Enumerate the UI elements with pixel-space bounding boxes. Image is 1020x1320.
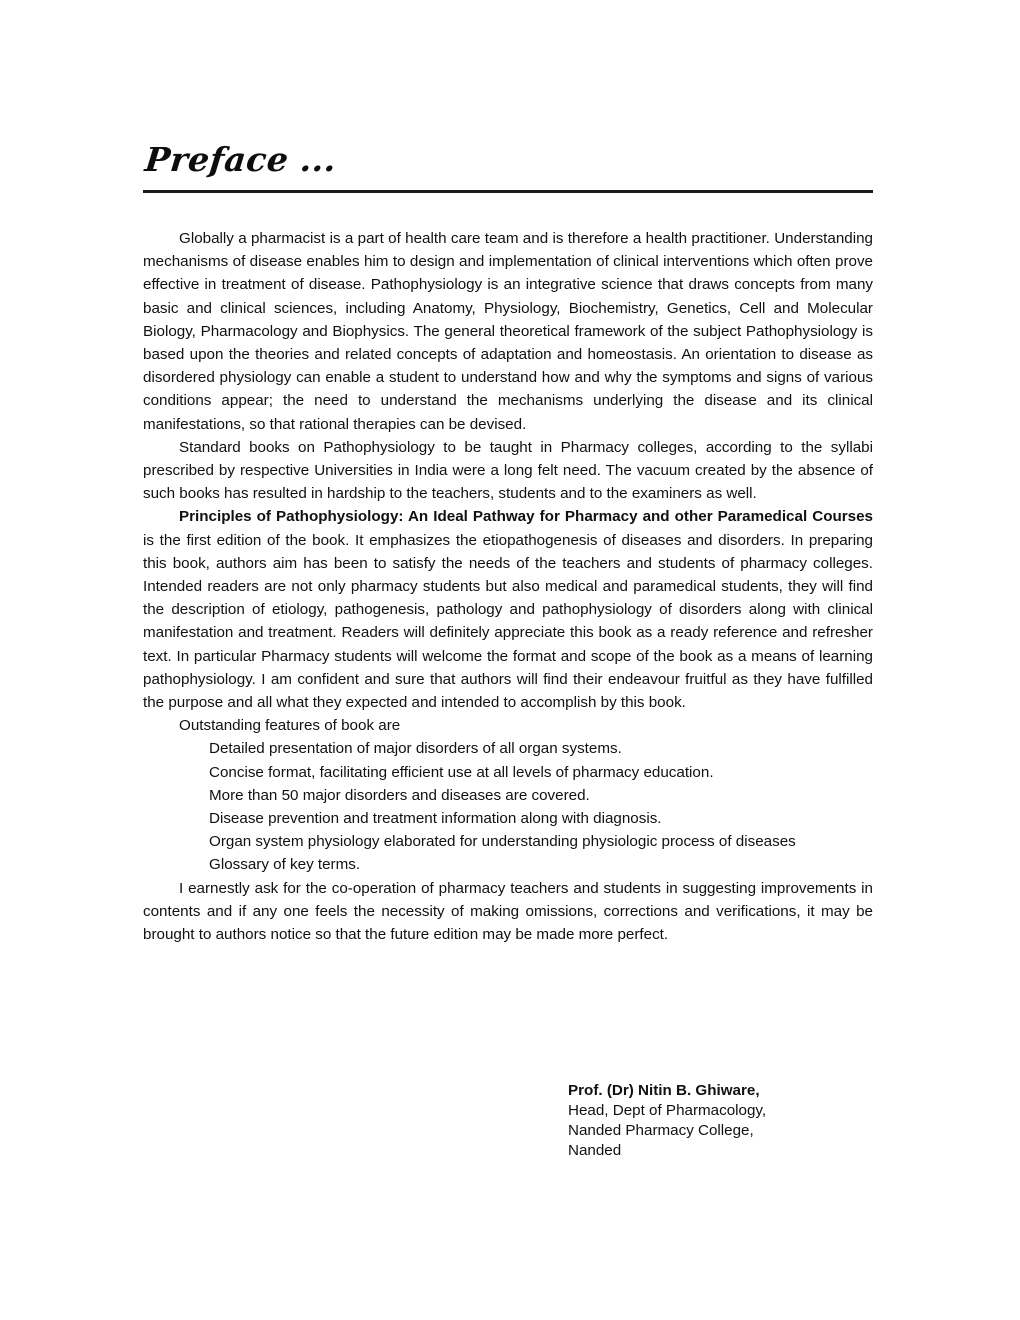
- paragraph-intro: Globally a pharmacist is a part of health care team and is therefore a health practitioner. Understanding mechanisms of disease enables him to design and implementation of clinical interventions which often prove effective in treatment of disease. Pathophysiology is an integrative science that draws concepts from many basic and clinical sciences, including Anatomy, Physiology, Biochemistry, Genetics, Cell and Molecular Biology, Pharmacology and Biophysics. The general theoretical framework of the subject Pathophysiology is based upon the theories and related concepts of adaptation and homeostasis. An orientation to disease as disordered physiology can enable a student to understand how and why the symptoms and signs of various conditions appear; the need to understand the mechanisms underlying the disease and its clinical manifestations, so that rational therapies can be devised.: [143, 230, 873, 433]
- signature-institution: Nanded Pharmacy College,: [568, 1122, 754, 1139]
- book-description-rest: is the first edition of the book. It emphasizes the etiopathogenesis of diseases and disorders. In preparing this book, authors aim has been to satisfy the needs of the teachers and students of pharmacy colleges. Intended readers are not only pharmacy students but also medical and paramedical students, they will find the description of etiology, pathogenesis, pathology and pathophysiology of disorders along with clinical manifestation and treatment. Readers will definitely appreciate this book as a ready reference and refresher text. In particular Pharmacy students will welcome the format and scope of the book as a means of learning pathophysiology. I am confident and sure that authors will find their endeavour fruitful as they have fulfilled the purpose and all what they expected and intended to accomplish by this book.: [143, 531, 873, 712]
- signature-city: Nanded: [568, 1142, 622, 1159]
- list-item: Disease prevention and treatment information along with diagnosis.: [209, 810, 662, 828]
- paragraph-closing: I earnestly ask for the co-operation of pharmacy teachers and students in suggesting improvements in contents and if any one feels the necessity of making omissions, corrections and verifications, it may be brought to authors notice so that the future edition may be made more perfect.: [143, 879, 873, 944]
- page-title: Preface ...: [143, 140, 339, 179]
- signature-designation: Head, Dept of Pharmacology,: [568, 1102, 767, 1119]
- document-content: [143, 140, 873, 946]
- list-item: Glossary of key terms.: [209, 856, 361, 874]
- signature-block: [568, 1081, 766, 1161]
- preface-title-block: [143, 140, 873, 198]
- list-item: Concise format, facilitating efficient use at all levels of pharmacy education.: [209, 763, 714, 781]
- list-item: More than 50 major disorders and diseases are covered.: [209, 786, 590, 804]
- features-intro-text: Outstanding features of book are: [179, 717, 401, 735]
- signature-name: Prof. (Dr) Nitin B. Ghiware,: [568, 1082, 760, 1099]
- list-item: Organ system physiology elaborated for understanding physiologic process of diseases: [209, 833, 796, 851]
- preface-body: [143, 227, 873, 946]
- list-item: Detailed presentation of major disorders of all organ systems.: [209, 740, 622, 758]
- title-divider: [143, 190, 873, 193]
- paragraph-standard-books: Standard books on Pathophysiology to be taught in Pharmacy colleges, according to the syllabi prescribed by respective Universities in India were a long felt need. The vacuum created by the absence of such books has resulted in hardship to the teachers, students and to the examiners as well.: [143, 438, 873, 503]
- book-title-bold: Principles of Pathophysiology: An Ideal Pathway for Pharmacy and other Paramedical Courses: [179, 508, 873, 526]
- features-list: [143, 737, 873, 876]
- paragraph-book-description: [143, 505, 873, 714]
